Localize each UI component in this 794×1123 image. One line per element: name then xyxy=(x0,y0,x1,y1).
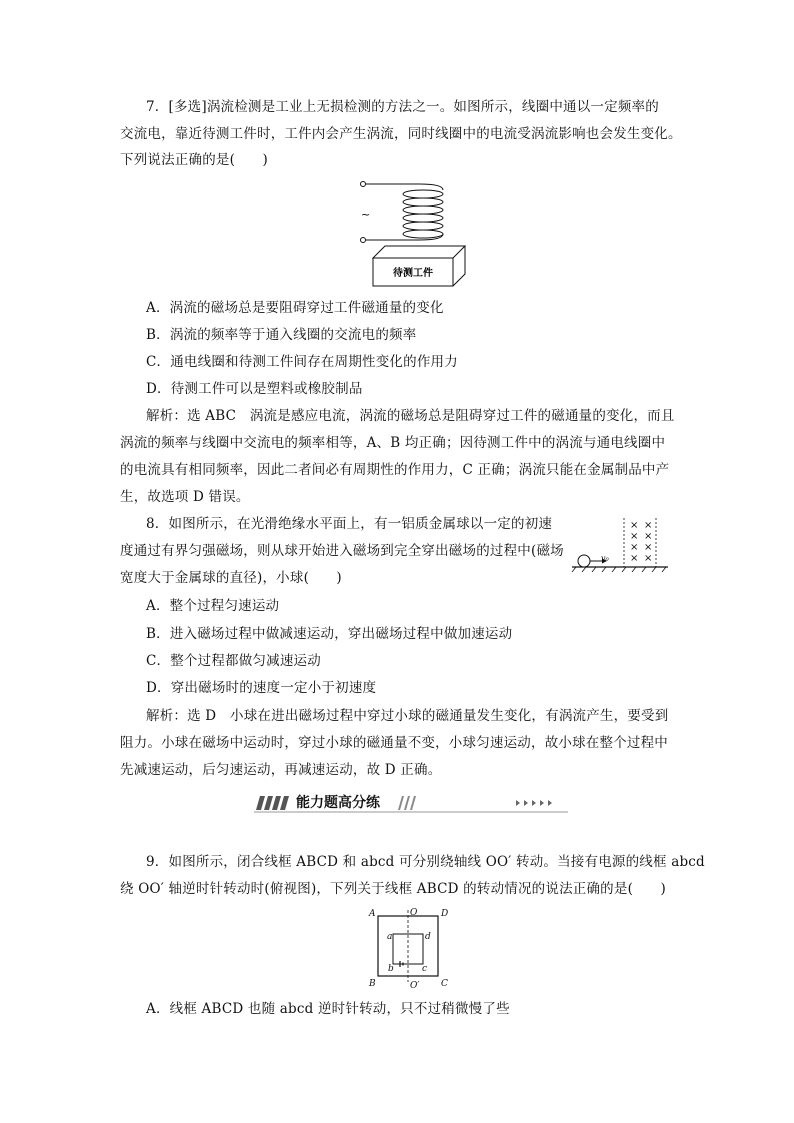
svg-text:×: × xyxy=(630,531,639,542)
q7-option-d: D．待测工件可以是塑料或橡胶制品 xyxy=(146,381,363,397)
label-A: A xyxy=(369,909,376,919)
q7-stem-line-3: 下列说法正确的是( ) xyxy=(120,152,268,168)
q8-option-b: B．进入磁场过程中做减速运动，穿出磁场过程中做加速运动 xyxy=(146,626,513,642)
q7-stem-line-2: 交流电，靠近待测工件时，工件内会产生涡流，同时线圈中的电流受涡流影响也会发生变化。 xyxy=(120,126,682,142)
label-C: C xyxy=(441,979,448,989)
label-O-prime: O′ xyxy=(410,981,420,991)
q8-option-a: A．整个过程匀速运动 xyxy=(146,598,280,614)
inner-frame-abcd-lower xyxy=(393,934,423,964)
metal-ball xyxy=(578,555,590,567)
q7-analysis-line-4: 生，故选项 D 错误。 xyxy=(120,489,250,505)
q8-analysis-line-2: 阻力。小球在磁场中运动时，穿过小球的磁通量不变，小球匀速运动，故小球在整个过程中 xyxy=(120,735,668,751)
q8-option-c: C．整个过程都做匀减速运动 xyxy=(146,653,321,669)
svg-text:×: × xyxy=(644,520,653,531)
label-d: d xyxy=(425,932,431,942)
q8-stem-line-2: 度通过有界匀强磁场，则从球开始进入磁场到完全穿出磁场的过程中(磁场 xyxy=(120,543,564,559)
workpiece-label: 待测工件 xyxy=(393,268,433,279)
q8-stem-line-1: 8．如图所示，在光滑绝缘水平面上，有一铝质金属球以一定的初速 xyxy=(146,516,553,532)
q7-stem-line-1: 7．[多选]涡流检测是工业上无损检测的方法之一。如图所示，线圈中通以一定频率的 xyxy=(146,99,659,115)
svg-text:×: × xyxy=(644,553,653,564)
q7-analysis-line-2: 涡流的频率与线圈中交流电的频率相等，A、B 均正确；因待测工件中的涡流与通电线圈中 xyxy=(120,435,666,451)
svg-text:×: × xyxy=(644,542,653,553)
q8-analysis-line-1: 解析：选 D 小球在进出磁场过程中穿过小球的磁通量发生变化，有涡流产生，要受到 xyxy=(146,708,669,724)
q9-stem-line-2: 绕 OO′ 轴逆时针转动时(俯视图)，下列关于线框 ABCD 的转动情况的说法正确的是( ) xyxy=(120,881,666,897)
q8-stem-line-3: 宽度大于金属球的直径)，小球( ) xyxy=(120,570,342,586)
svg-text:×: × xyxy=(630,553,639,564)
frames-figure xyxy=(366,906,456,992)
v0-label: v₀ xyxy=(601,554,609,563)
label-O: O xyxy=(410,908,418,918)
q9-stem-line-1: 9．如图所示，闭合线框 ABCD 和 abcd 可分别绕轴线 OO′ 转动。当接有电源的线框 abcd xyxy=(146,854,705,870)
section-banner xyxy=(254,792,568,814)
q7-option-c: C．通电线圈和待测工件间存在周期性变化的作用力 xyxy=(146,354,458,370)
magnetic-field-figure xyxy=(568,510,672,574)
label-b: b xyxy=(388,964,394,974)
section-title: 能力题高分练 xyxy=(296,795,380,811)
workpiece-box xyxy=(373,246,465,286)
label-B: B xyxy=(369,979,376,989)
label-a: a xyxy=(387,932,393,942)
svg-text:×: × xyxy=(644,531,653,542)
label-D: D xyxy=(441,909,449,919)
q8-option-d: D．穿出磁场时的速度一定小于初速度 xyxy=(146,680,377,696)
label-c: c xyxy=(422,964,428,974)
ac-symbol: ~ xyxy=(361,208,371,221)
svg-text:×: × xyxy=(630,520,639,531)
field-crosses xyxy=(630,520,652,564)
q7-option-b: B．涡流的频率等于通入线圈的交流电的频率 xyxy=(146,327,417,343)
q9-option-a: A．线框 ABCD 也随 abcd 逆时针转动，只不过稍微慢了些 xyxy=(146,1001,510,1017)
coil-workpiece-figure xyxy=(355,176,475,292)
q7-option-a: A．涡流的磁场总是要阻碍穿过工件磁通量的变化 xyxy=(146,300,444,316)
q7-analysis-line-1: 解析：选 ABC 涡流是感应电流，涡流的磁场总是阻碍穿过工件的磁通量的变化，而且 xyxy=(146,408,675,424)
svg-text:×: × xyxy=(630,542,639,553)
q8-analysis-line-3: 先减速运动，后匀速运动，再减速运动，故 D 正确。 xyxy=(120,762,442,778)
q7-analysis-line-3: 的电流具有相同频率，因此二者间必有周期性的作用力，C 正确；涡流只能在金属制品中产 xyxy=(120,462,670,478)
